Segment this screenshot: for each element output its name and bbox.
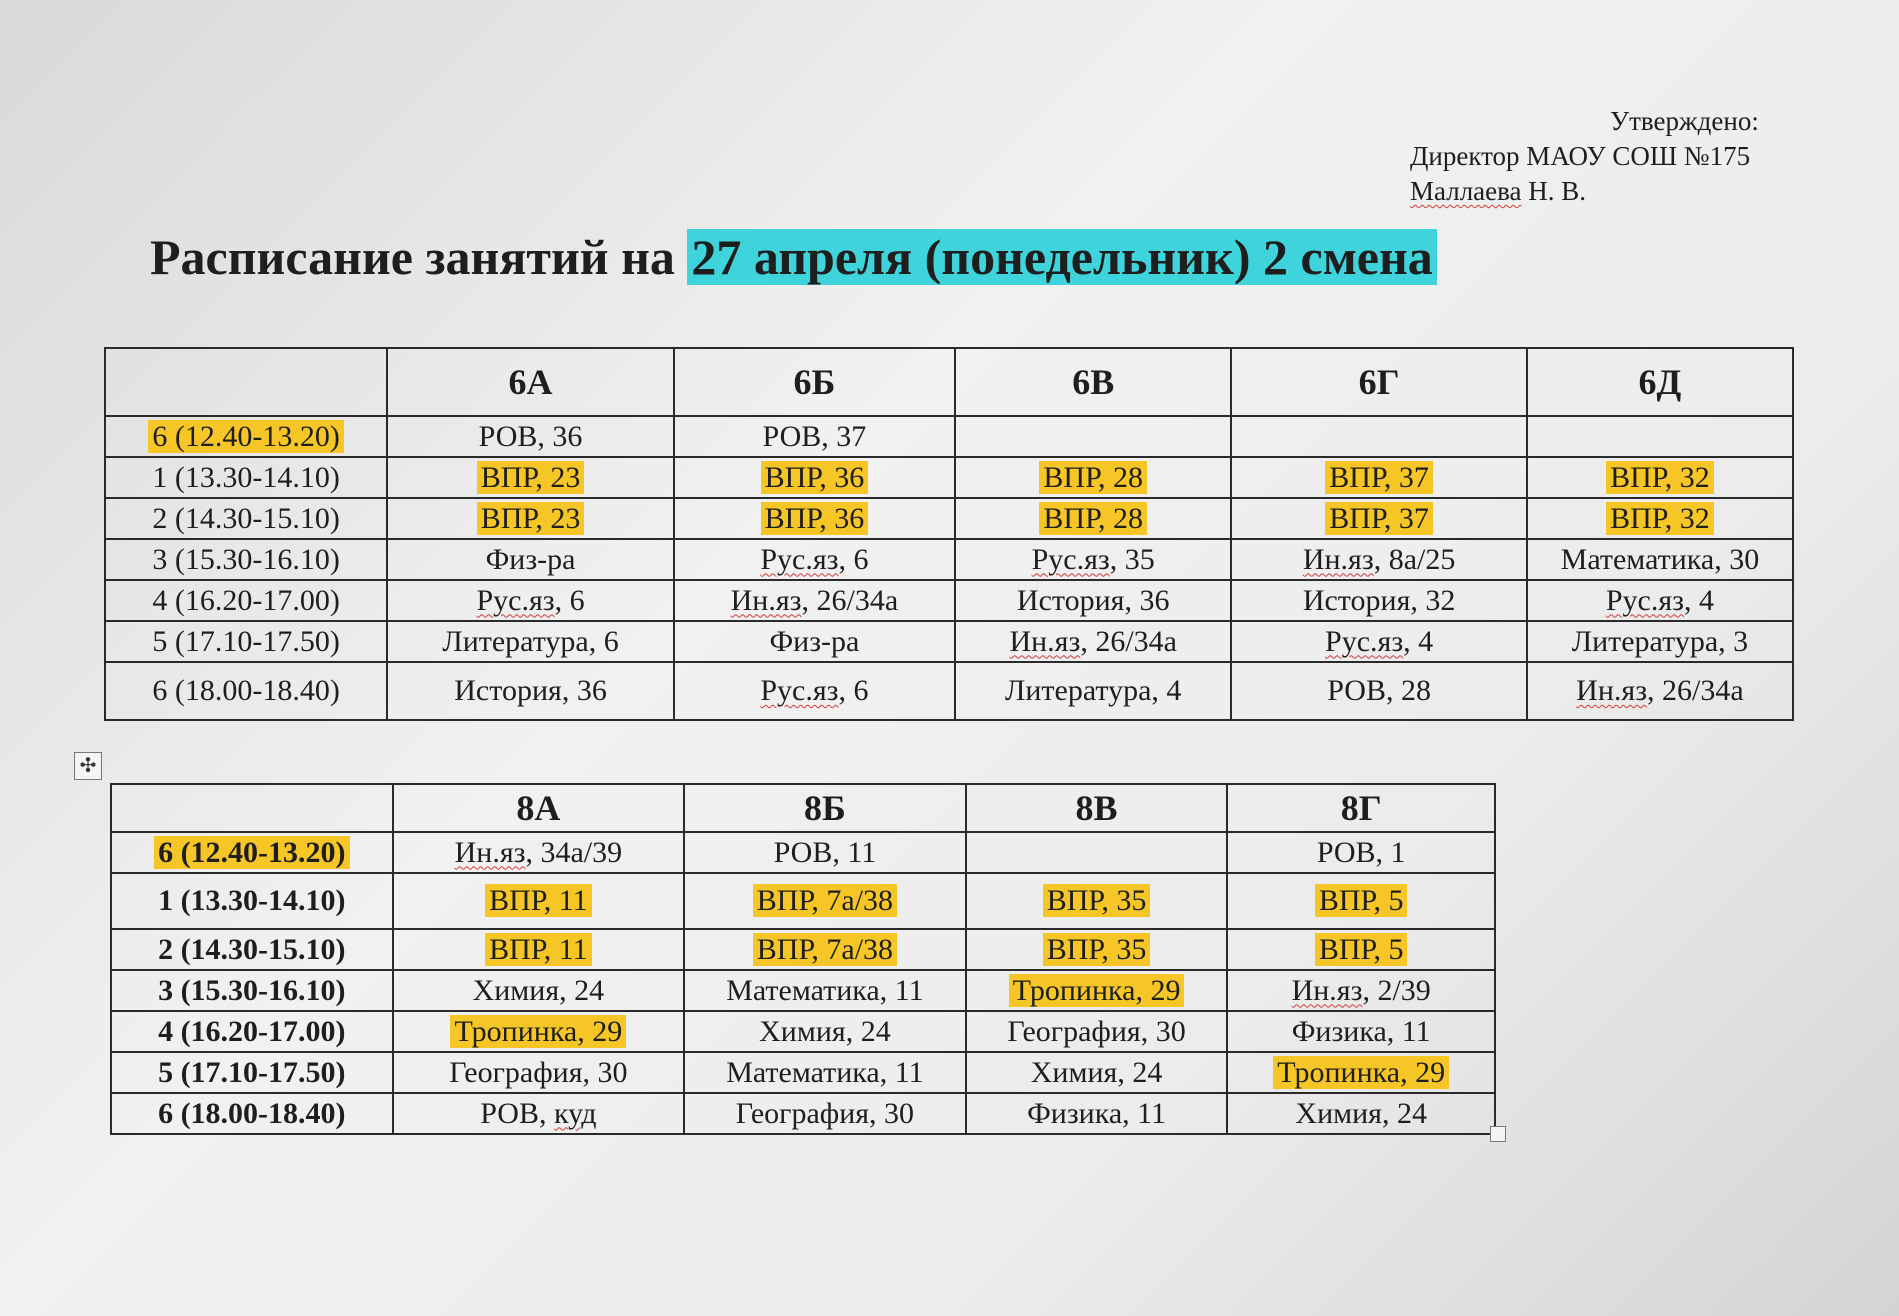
lesson-cell[interactable]: Физ-ра bbox=[674, 621, 955, 662]
approval-initials: Н. В. bbox=[1521, 176, 1587, 206]
table-row bbox=[111, 1093, 1495, 1134]
lesson-cell[interactable]: Химия, 24 bbox=[393, 970, 684, 1011]
lesson-cell[interactable] bbox=[1231, 416, 1527, 457]
title-prefix: Расписание занятий на bbox=[150, 229, 688, 285]
table-row bbox=[105, 580, 1793, 621]
header-cell[interactable]: 8Г bbox=[1227, 784, 1495, 832]
lesson-cell[interactable]: РОВ, 1 bbox=[1227, 832, 1495, 873]
lesson-cell[interactable]: Ин.яз, 26/34а bbox=[1527, 662, 1793, 720]
time-cell[interactable]: 6 (18.00-18.40) bbox=[105, 662, 387, 720]
lesson-cell[interactable]: Химия, 24 bbox=[966, 1052, 1228, 1093]
lesson-cell[interactable]: ВПР, 23 bbox=[387, 498, 673, 539]
header-cell[interactable]: 8В bbox=[966, 784, 1228, 832]
approval-block bbox=[1410, 104, 1759, 209]
schedule-table-6[interactable] bbox=[104, 347, 1794, 721]
lesson-cell[interactable] bbox=[955, 416, 1231, 457]
lesson-cell[interactable]: РОВ, куд bbox=[393, 1093, 684, 1134]
table-row bbox=[111, 1052, 1495, 1093]
lesson-cell[interactable]: Рус.яз, 4 bbox=[1527, 580, 1793, 621]
lesson-cell[interactable]: ВПР, 23 bbox=[387, 457, 673, 498]
lesson-cell[interactable]: Ин.яз, 26/34а bbox=[674, 580, 955, 621]
lesson-cell[interactable]: ВПР, 11 bbox=[393, 873, 684, 929]
table-row bbox=[111, 832, 1495, 873]
lesson-cell[interactable]: ВПР, 7а/38 bbox=[684, 873, 966, 929]
table-row bbox=[105, 662, 1793, 720]
lesson-cell[interactable]: ВПР, 36 bbox=[674, 498, 955, 539]
table-header-row bbox=[111, 784, 1495, 832]
lesson-cell[interactable] bbox=[1527, 416, 1793, 457]
header-cell[interactable] bbox=[105, 348, 387, 416]
lesson-cell[interactable]: Ин.яз, 2/39 bbox=[1227, 970, 1495, 1011]
lesson-cell[interactable]: Математика, 11 bbox=[684, 1052, 966, 1093]
lesson-cell[interactable] bbox=[966, 832, 1228, 873]
approval-surname: Маллаева bbox=[1410, 176, 1522, 206]
lesson-cell[interactable]: Ин.яз, 26/34а bbox=[955, 621, 1231, 662]
time-cell[interactable]: 6 (18.00-18.40) bbox=[111, 1093, 393, 1134]
schedule-table-8[interactable] bbox=[110, 783, 1496, 1135]
time-cell[interactable]: 6 (12.40-13.20) bbox=[105, 416, 387, 457]
lesson-cell[interactable]: РОВ, 37 bbox=[674, 416, 955, 457]
lesson-cell[interactable]: Химия, 24 bbox=[1227, 1093, 1495, 1134]
lesson-cell[interactable]: ВПР, 35 bbox=[966, 929, 1228, 970]
approval-position: Директор МАОУ СОШ №175 bbox=[1410, 141, 1751, 171]
lesson-cell[interactable]: Тропинка, 29 bbox=[393, 1011, 684, 1052]
header-cell[interactable]: 6В bbox=[955, 348, 1231, 416]
table-header-row bbox=[105, 348, 1793, 416]
table-row bbox=[105, 457, 1793, 498]
lesson-cell[interactable]: ВПР, 36 bbox=[674, 457, 955, 498]
table-row bbox=[111, 873, 1495, 929]
lesson-cell[interactable]: Рус.яз, 4 bbox=[1231, 621, 1527, 662]
header-cell[interactable]: 8Б bbox=[684, 784, 966, 832]
approval-name bbox=[1410, 174, 1759, 209]
time-cell[interactable]: 5 (17.10-17.50) bbox=[105, 621, 387, 662]
lesson-cell[interactable]: Рус.яз, 35 bbox=[955, 539, 1231, 580]
header-cell[interactable]: 8А bbox=[393, 784, 684, 832]
lesson-cell[interactable]: Ин.яз, 34а/39 bbox=[393, 832, 684, 873]
resize-handle-icon[interactable] bbox=[1490, 1126, 1506, 1142]
approval-title: Утверждено: bbox=[1610, 106, 1759, 136]
lesson-cell[interactable]: Литература, 3 bbox=[1527, 621, 1793, 662]
time-cell[interactable]: 2 (14.30-15.10) bbox=[111, 929, 393, 970]
header-cell[interactable] bbox=[111, 784, 393, 832]
time-cell[interactable]: 1 (13.30-14.10) bbox=[111, 873, 393, 929]
time-cell[interactable]: 3 (15.30-16.10) bbox=[111, 970, 393, 1011]
time-cell[interactable]: 4 (16.20-17.00) bbox=[105, 580, 387, 621]
lesson-cell[interactable]: ВПР, 28 bbox=[955, 457, 1231, 498]
page-title bbox=[150, 228, 1437, 286]
lesson-cell[interactable]: ВПР, 37 bbox=[1231, 457, 1527, 498]
lesson-cell[interactable]: Литература, 6 bbox=[387, 621, 673, 662]
lesson-cell[interactable]: ВПР, 7а/38 bbox=[684, 929, 966, 970]
lesson-cell[interactable]: Физика, 11 bbox=[966, 1093, 1228, 1134]
lesson-cell[interactable]: ВПР, 5 bbox=[1227, 873, 1495, 929]
table-row bbox=[105, 539, 1793, 580]
lesson-cell[interactable]: ВПР, 32 bbox=[1527, 457, 1793, 498]
lesson-cell[interactable]: ВПР, 5 bbox=[1227, 929, 1495, 970]
lesson-cell[interactable]: РОВ, 36 bbox=[387, 416, 673, 457]
time-cell[interactable]: 5 (17.10-17.50) bbox=[111, 1052, 393, 1093]
lesson-cell[interactable]: Ин.яз, 8а/25 bbox=[1231, 539, 1527, 580]
lesson-cell[interactable]: РОВ, 11 bbox=[684, 832, 966, 873]
time-cell[interactable]: 6 (12.40-13.20) bbox=[111, 832, 393, 873]
header-cell[interactable]: 6Г bbox=[1231, 348, 1527, 416]
lesson-cell[interactable]: Физика, 11 bbox=[1227, 1011, 1495, 1052]
lesson-cell[interactable]: ВПР, 11 bbox=[393, 929, 684, 970]
lesson-cell[interactable]: Математика, 30 bbox=[1527, 539, 1793, 580]
move-arrows-icon[interactable]: ✣ bbox=[74, 752, 102, 780]
header-cell[interactable]: 6А bbox=[387, 348, 673, 416]
header-cell[interactable]: 6Д bbox=[1527, 348, 1793, 416]
lesson-cell[interactable]: География, 30 bbox=[966, 1011, 1228, 1052]
lesson-cell[interactable]: История, 36 bbox=[955, 580, 1231, 621]
lesson-cell[interactable]: Математика, 11 bbox=[684, 970, 966, 1011]
lesson-cell[interactable]: География, 30 bbox=[684, 1093, 966, 1134]
lesson-cell[interactable]: Химия, 24 bbox=[684, 1011, 966, 1052]
table-row bbox=[105, 498, 1793, 539]
lesson-cell[interactable]: Рус.яз, 6 bbox=[674, 539, 955, 580]
lesson-cell[interactable]: ВПР, 32 bbox=[1527, 498, 1793, 539]
time-cell[interactable]: 2 (14.30-15.10) bbox=[105, 498, 387, 539]
lesson-cell[interactable]: История, 36 bbox=[387, 662, 673, 720]
header-cell[interactable]: 6Б bbox=[674, 348, 955, 416]
table-row bbox=[105, 621, 1793, 662]
lesson-cell[interactable]: Рус.яз, 6 bbox=[387, 580, 673, 621]
time-cell[interactable]: 1 (13.30-14.10) bbox=[105, 457, 387, 498]
title-date: 27 апреля (понедельник) 2 смена bbox=[687, 229, 1436, 285]
table-row bbox=[111, 970, 1495, 1011]
table-row bbox=[111, 929, 1495, 970]
lesson-cell[interactable]: Тропинка, 29 bbox=[1227, 1052, 1495, 1093]
time-cell[interactable]: 3 (15.30-16.10) bbox=[105, 539, 387, 580]
lesson-cell[interactable]: Рус.яз, 6 bbox=[674, 662, 955, 720]
lesson-cell[interactable]: РОВ, 28 bbox=[1231, 662, 1527, 720]
table-row bbox=[111, 1011, 1495, 1052]
lesson-cell[interactable]: Тропинка, 29 bbox=[966, 970, 1228, 1011]
lesson-cell[interactable]: ВПР, 35 bbox=[966, 873, 1228, 929]
lesson-cell[interactable]: ВПР, 37 bbox=[1231, 498, 1527, 539]
lesson-cell[interactable]: ВПР, 28 bbox=[955, 498, 1231, 539]
lesson-cell[interactable]: Литература, 4 bbox=[955, 662, 1231, 720]
table-row bbox=[105, 416, 1793, 457]
lesson-cell[interactable]: История, 32 bbox=[1231, 580, 1527, 621]
lesson-cell[interactable]: География, 30 bbox=[393, 1052, 684, 1093]
time-cell[interactable]: 4 (16.20-17.00) bbox=[111, 1011, 393, 1052]
lesson-cell[interactable]: Физ-ра bbox=[387, 539, 673, 580]
